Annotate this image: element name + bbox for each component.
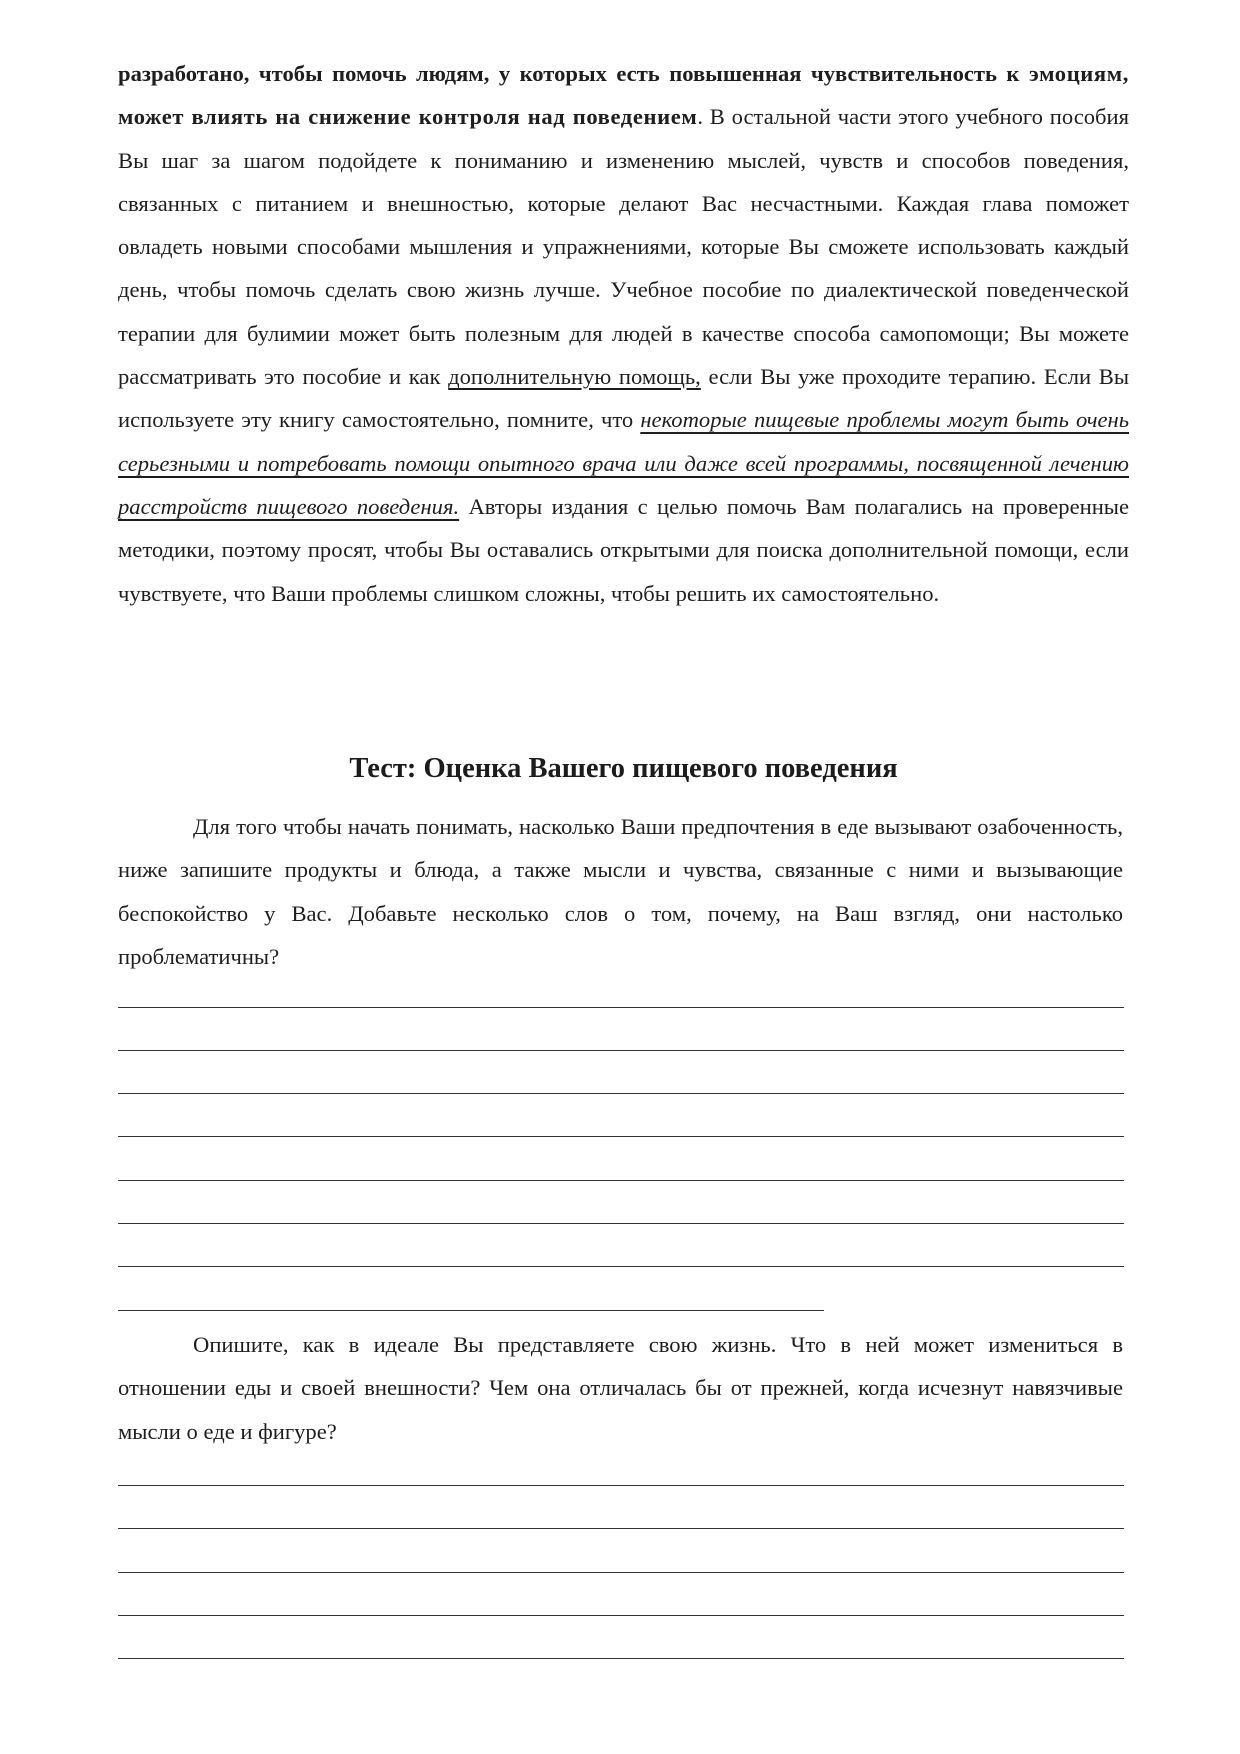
answer-line[interactable] (118, 1615, 1124, 1616)
answer-line[interactable] (118, 1485, 1124, 1486)
bold-phrase: разработано, чтобы помочь людям, у которых есть повышенная чувствительность к (118, 61, 1020, 86)
answer-line[interactable] (118, 1050, 1124, 1051)
answer-line[interactable] (118, 1007, 1124, 1008)
answer-line-short[interactable] (118, 1310, 824, 1311)
answer-line[interactable] (118, 1223, 1124, 1224)
intro-text-2: если Вы уже проходите терапию. Если Вы используете эту книгу самостоятельно, помните, что (118, 364, 1129, 433)
underlined-phrase: дополнительную помощь, (448, 364, 701, 390)
answer-line[interactable] (118, 1528, 1124, 1529)
question-2: Опишите, как в идеале Вы представляете свою жизнь. Что в ней может измениться в отношении еды и своей внешности? Чем она отличалась бы от прежней, когда исчезнут навязчивые мысли о еде и фигуре? (118, 1332, 1123, 1444)
answer-line[interactable] (118, 1136, 1124, 1137)
intro-text-1: . В остальной части этого учебного пособия Вы шаг за шагом подойдете к пониманию и изменению мыслей, чувств и способов поведения, связанных с питанием и внешностью, которые делают Вас несчастными. Каждая глава поможет овладеть новыми способами мышления и упражнениями, которые Вы сможете использовать каждый день, чтобы помочь сделать свою жизнь лучше. Учебное пособие по диалектической поведенческой терапии для булимии может быть полезным для людей в качестве способа самопомощи; Вы можете рассматривать это пособие и как (118, 104, 1129, 390)
answer-line[interactable] (118, 1572, 1124, 1573)
intro-paragraph (118, 52, 1129, 615)
warning-phrase: некоторые пищевые проблемы могут быть очень серьезными и потребовать помощи опытного врача или даже всей программы, посвященной лечению расстройств пищевого поведения. (118, 407, 1129, 519)
intro-text-3: Авторы издания с целью помочь Вам полагались на проверенные методики, поэтому просят, чтобы Вы оставались открытыми для поиска дополнительной помощи, если чувствуете, что Ваши проблемы слишком сложны, чтобы решить их самостоятельно. (118, 493, 1129, 606)
bold-spaced-phrase: эмоциям, может влиять на снижение контроля над поведением (118, 61, 1129, 130)
answer-line[interactable] (118, 1658, 1124, 1659)
answer-line[interactable] (118, 1180, 1124, 1181)
answer-line[interactable] (118, 1093, 1124, 1094)
answer-line[interactable] (118, 1266, 1124, 1267)
test-title: Тест: Оценка Вашего пищевого поведения (349, 753, 898, 784)
question-1: Для того чтобы начать понимать, насколько Ваши предпочтения в еде вызывают озабоченность, ниже запишите продукты и блюда, а также мысли и чувства, связанные с ними и вызывающие беспокойство у Вас. Добавьте несколько слов о том, почему, на Ваш взгляд, они настолько проблематичны? (118, 814, 1123, 969)
